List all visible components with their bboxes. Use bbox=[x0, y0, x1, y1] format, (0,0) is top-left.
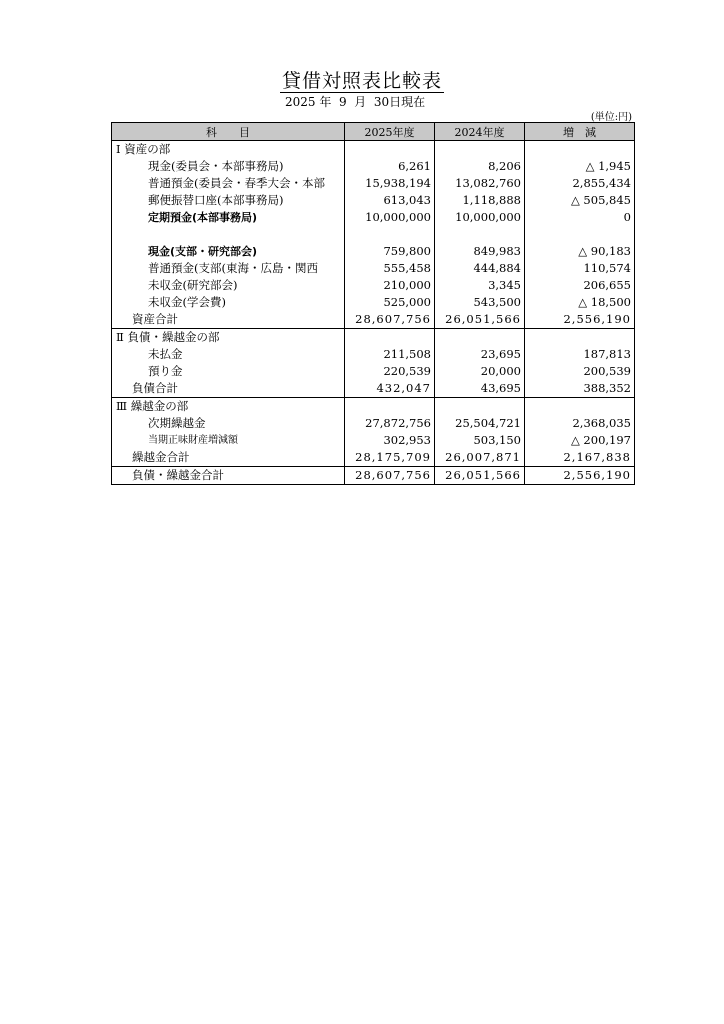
row-label: 預り金 bbox=[112, 363, 345, 380]
table-row bbox=[112, 175, 635, 192]
table-row bbox=[112, 432, 635, 449]
row-label: Ⅰ 資産の部 bbox=[112, 141, 345, 159]
table-row bbox=[112, 226, 635, 243]
header-2024: 2024年度 bbox=[435, 123, 525, 141]
cell-2025 bbox=[345, 226, 435, 243]
cell-2025: 220,539 bbox=[345, 363, 435, 380]
cell-change: 110,574 bbox=[525, 260, 635, 277]
cell-change bbox=[525, 226, 635, 243]
table-row bbox=[112, 294, 635, 311]
cell-2025: 525,000 bbox=[345, 294, 435, 311]
total-row bbox=[112, 449, 635, 467]
balance-sheet-table bbox=[111, 122, 635, 485]
cell-2024: 23,695 bbox=[435, 346, 525, 363]
cell-change: 2,556,190 bbox=[525, 467, 635, 485]
grand-total-row bbox=[112, 467, 635, 485]
cell-2025: 10,000,000 bbox=[345, 209, 435, 226]
table-row bbox=[112, 141, 635, 159]
cell-2024: 13,082,760 bbox=[435, 175, 525, 192]
cell-2025: 211,508 bbox=[345, 346, 435, 363]
cell-2025: 28,607,756 bbox=[345, 311, 435, 329]
row-label: 未収金(研究部会) bbox=[112, 277, 345, 294]
cell-2025: 27,872,756 bbox=[345, 415, 435, 432]
cell-change: △ 1,945 bbox=[525, 158, 635, 175]
row-label: 資産合計 bbox=[112, 311, 345, 329]
row-label: 定期預金(本部事務局) bbox=[112, 209, 345, 226]
table-row bbox=[112, 329, 635, 347]
cell-change: 200,539 bbox=[525, 363, 635, 380]
cell-2025: 555,458 bbox=[345, 260, 435, 277]
table-row bbox=[112, 209, 635, 226]
total-row bbox=[112, 311, 635, 329]
cell-2025: 759,800 bbox=[345, 243, 435, 260]
row-label: 郵便振替口座(本部事務局) bbox=[112, 192, 345, 209]
header-change: 増 減 bbox=[525, 123, 635, 141]
row-label bbox=[112, 226, 345, 243]
document-title bbox=[0, 66, 724, 93]
cell-2024 bbox=[435, 226, 525, 243]
cell-change: 2,368,035 bbox=[525, 415, 635, 432]
cell-2025: 613,043 bbox=[345, 192, 435, 209]
cell-change: 187,813 bbox=[525, 346, 635, 363]
as-of-date: 2025 年 9 月 30日現在 bbox=[285, 95, 426, 109]
row-label: 負債・繰越金合計 bbox=[112, 467, 345, 485]
cell-2025: 28,175,709 bbox=[345, 449, 435, 467]
cell-change: △ 18,500 bbox=[525, 294, 635, 311]
row-label: Ⅲ 繰越金の部 bbox=[112, 398, 345, 416]
table-row bbox=[112, 243, 635, 260]
cell-2025 bbox=[345, 398, 435, 416]
header-row bbox=[112, 123, 635, 141]
row-label: Ⅱ 負債・繰越金の部 bbox=[112, 329, 345, 347]
total-row bbox=[112, 380, 635, 398]
row-label: 繰越金合計 bbox=[112, 449, 345, 467]
cell-change: △ 200,197 bbox=[525, 432, 635, 449]
cell-2025: 210,000 bbox=[345, 277, 435, 294]
row-label: 普通預金(支部(東海・広島・関西 bbox=[112, 260, 345, 277]
row-label: 現金(委員会・本部事務局) bbox=[112, 158, 345, 175]
table-row bbox=[112, 415, 635, 432]
header-item: 科 目 bbox=[112, 123, 345, 141]
cell-2025 bbox=[345, 141, 435, 159]
row-label: 負債合計 bbox=[112, 380, 345, 398]
cell-2024 bbox=[435, 398, 525, 416]
cell-2024: 503,150 bbox=[435, 432, 525, 449]
document-title-text: 貸借対照表比較表 bbox=[281, 70, 442, 92]
cell-change: 388,352 bbox=[525, 380, 635, 398]
table-row bbox=[112, 158, 635, 175]
cell-2024: 26,051,566 bbox=[435, 467, 525, 485]
row-label: 現金(支部・研究部会) bbox=[112, 243, 345, 260]
row-label: 普通預金(委員会・春季大会・本部 bbox=[112, 175, 345, 192]
cell-2024: 543,500 bbox=[435, 294, 525, 311]
cell-2024 bbox=[435, 141, 525, 159]
table-row bbox=[112, 277, 635, 294]
cell-2024: 1,118,888 bbox=[435, 192, 525, 209]
cell-change: 2,167,838 bbox=[525, 449, 635, 467]
table-row bbox=[112, 346, 635, 363]
cell-change bbox=[525, 329, 635, 347]
cell-2024: 3,345 bbox=[435, 277, 525, 294]
row-label: 当期正味財産増減額 bbox=[112, 432, 345, 449]
cell-2025: 432,047 bbox=[345, 380, 435, 398]
unit-label: (単位:円) bbox=[590, 112, 632, 123]
row-label: 未払金 bbox=[112, 346, 345, 363]
cell-2025: 6,261 bbox=[345, 158, 435, 175]
cell-change: △ 90,183 bbox=[525, 243, 635, 260]
table-row bbox=[112, 260, 635, 277]
cell-2025: 302,953 bbox=[345, 432, 435, 449]
cell-2024: 20,000 bbox=[435, 363, 525, 380]
cell-2024: 849,983 bbox=[435, 243, 525, 260]
cell-change bbox=[525, 398, 635, 416]
cell-change: △ 505,845 bbox=[525, 192, 635, 209]
table-row bbox=[112, 192, 635, 209]
cell-change: 2,556,190 bbox=[525, 311, 635, 329]
cell-2024: 444,884 bbox=[435, 260, 525, 277]
cell-2024: 10,000,000 bbox=[435, 209, 525, 226]
cell-2025 bbox=[345, 329, 435, 347]
cell-2024: 8,206 bbox=[435, 158, 525, 175]
table-row bbox=[112, 363, 635, 380]
cell-change: 0 bbox=[525, 209, 635, 226]
table-row bbox=[112, 398, 635, 416]
cell-2024: 26,051,566 bbox=[435, 311, 525, 329]
cell-2024: 25,504,721 bbox=[435, 415, 525, 432]
cell-change: 206,655 bbox=[525, 277, 635, 294]
cell-2024 bbox=[435, 329, 525, 347]
cell-change: 2,855,434 bbox=[525, 175, 635, 192]
cell-change bbox=[525, 141, 635, 159]
row-label: 次期繰越金 bbox=[112, 415, 345, 432]
row-label: 未収金(学会費) bbox=[112, 294, 345, 311]
cell-2025: 15,938,194 bbox=[345, 175, 435, 192]
header-2025: 2025年度 bbox=[345, 123, 435, 141]
cell-2025: 28,607,756 bbox=[345, 467, 435, 485]
cell-2024: 26,007,871 bbox=[435, 449, 525, 467]
cell-2024: 43,695 bbox=[435, 380, 525, 398]
